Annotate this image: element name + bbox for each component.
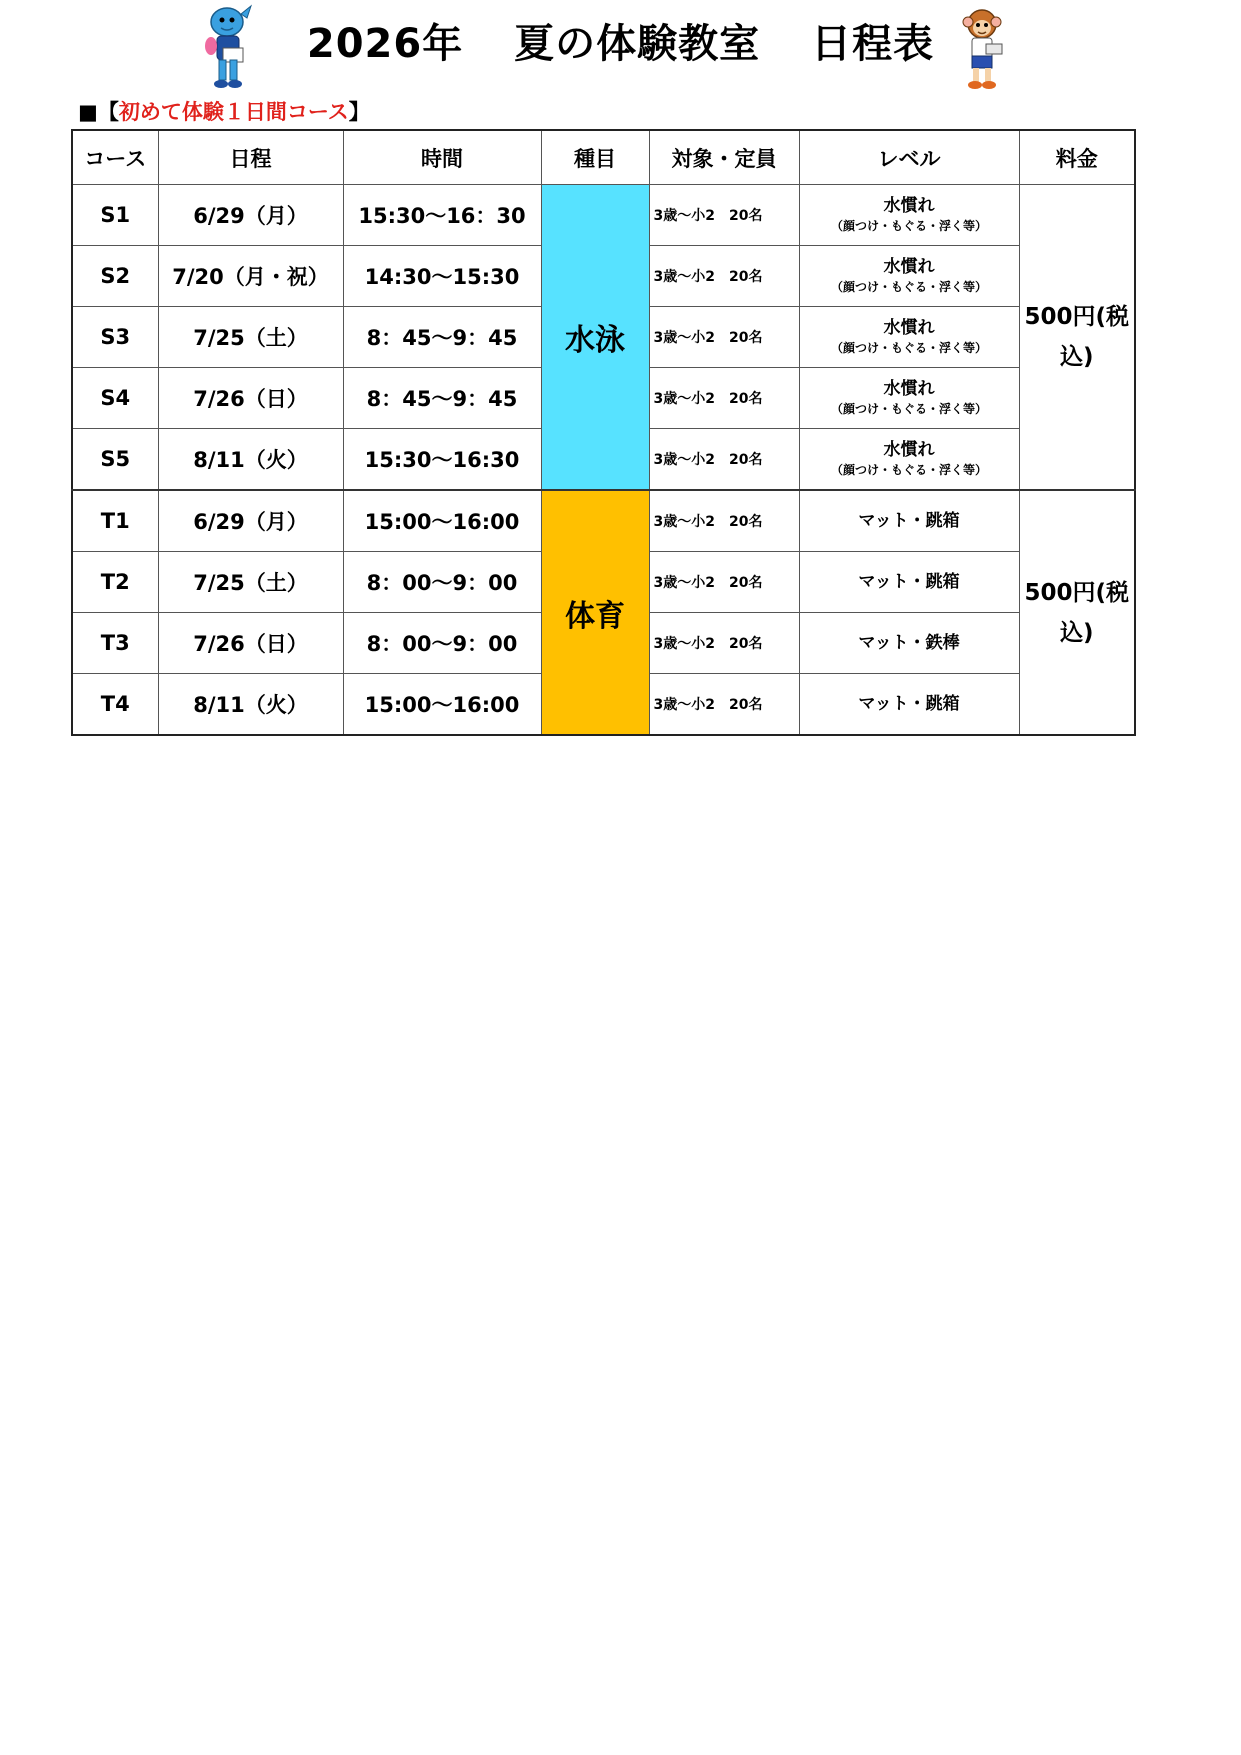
title-suffix: 日程表 xyxy=(811,21,935,67)
section-heading xyxy=(78,96,370,126)
level-sub: （顔つけ・もぐる・浮く等） xyxy=(830,341,987,355)
price-line2: 込) xyxy=(1059,619,1094,646)
level-main: 水慣れ xyxy=(883,440,935,460)
title-main: 夏の体験教室 xyxy=(514,21,761,67)
level-sub: （顔つけ・もぐる・浮く等） xyxy=(830,463,987,477)
course-cell: S5 xyxy=(72,429,158,491)
level-main: マット・跳箱 xyxy=(858,694,960,714)
price-line1: 500円(税 xyxy=(1024,304,1130,330)
section-label: 初めて体験１日間コース xyxy=(118,100,349,124)
sport-label: 水泳 xyxy=(565,323,625,358)
target-cell: 3歳～小2 20名 xyxy=(649,307,799,368)
date-cell: 6/29（月） xyxy=(158,185,343,246)
price-line2: 込) xyxy=(1059,344,1094,370)
page-title xyxy=(0,12,1241,69)
header-course: コース xyxy=(72,130,158,185)
level-main: マット・跳箱 xyxy=(858,511,960,531)
time-cell: 15:30～16：30 xyxy=(343,185,541,246)
level-cell xyxy=(799,185,1019,246)
level-main: 水慣れ xyxy=(883,318,935,338)
level-cell xyxy=(799,552,1019,613)
section-close-bracket: 】 xyxy=(348,100,370,124)
level-cell xyxy=(799,368,1019,429)
target-cell: 3歳～小2 20名 xyxy=(649,552,799,613)
course-cell: T4 xyxy=(72,674,158,736)
header-sport: 種目 xyxy=(541,130,649,185)
level-cell xyxy=(799,429,1019,491)
time-cell: 15:30～16:30 xyxy=(343,429,541,491)
course-cell: T1 xyxy=(72,490,158,552)
date-cell: 7/25（土） xyxy=(158,307,343,368)
time-cell: 8：45～9：45 xyxy=(343,368,541,429)
level-cell xyxy=(799,674,1019,736)
date-cell: 8/11（火） xyxy=(158,429,343,491)
time-cell: 14:30～15:30 xyxy=(343,246,541,307)
table-row xyxy=(72,490,1135,552)
table-row xyxy=(72,185,1135,246)
header-date: 日程 xyxy=(158,130,343,185)
target-cell: 3歳～小2 20名 xyxy=(649,490,799,552)
date-cell: 7/26（日） xyxy=(158,613,343,674)
price-line1: 500円(税 xyxy=(1024,579,1130,606)
time-cell: 8：00～9：00 xyxy=(343,613,541,674)
price-cell-pe xyxy=(1019,490,1135,735)
level-cell xyxy=(799,490,1019,552)
target-cell: 3歳～小2 20名 xyxy=(649,368,799,429)
target-cell: 3歳～小2 20名 xyxy=(649,613,799,674)
level-cell xyxy=(799,246,1019,307)
section-open-bracket: 【 xyxy=(97,100,119,124)
level-main: マット・跳箱 xyxy=(858,572,960,592)
level-sub: （顔つけ・もぐる・浮く等） xyxy=(830,280,987,294)
header-time: 時間 xyxy=(343,130,541,185)
course-cell: S4 xyxy=(72,368,158,429)
level-cell xyxy=(799,613,1019,674)
sport-cell-pe xyxy=(541,490,649,735)
time-cell: 8：45～9：45 xyxy=(343,307,541,368)
header-price: 料金 xyxy=(1019,130,1135,185)
section-bullet: ■ xyxy=(78,100,98,124)
header-target: 対象・定員 xyxy=(649,130,799,185)
date-cell: 7/20（月・祝） xyxy=(158,246,343,307)
course-cell: S3 xyxy=(72,307,158,368)
sport-label: 体育 xyxy=(565,598,625,634)
header-level: レベル xyxy=(799,130,1019,185)
date-cell: 7/25（土） xyxy=(158,552,343,613)
time-cell: 15:00～16:00 xyxy=(343,674,541,736)
course-cell: T2 xyxy=(72,552,158,613)
level-main: 水慣れ xyxy=(883,257,935,277)
course-cell: T3 xyxy=(72,613,158,674)
date-cell: 7/26（日） xyxy=(158,368,343,429)
level-sub: （顔つけ・もぐる・浮く等） xyxy=(830,402,987,416)
time-cell: 8：00～9：00 xyxy=(343,552,541,613)
price-cell-swim xyxy=(1019,185,1135,491)
target-cell: 3歳～小2 20名 xyxy=(649,246,799,307)
sport-cell-swim xyxy=(541,185,649,491)
title-year: 2026年 xyxy=(306,21,464,67)
time-cell: 15:00～16:00 xyxy=(343,490,541,552)
course-cell: S2 xyxy=(72,246,158,307)
level-main: 水慣れ xyxy=(883,196,935,216)
level-cell xyxy=(799,307,1019,368)
date-cell: 8/11（火） xyxy=(158,674,343,736)
header-row xyxy=(72,130,1135,185)
course-cell: S1 xyxy=(72,185,158,246)
schedule-table xyxy=(71,129,1136,736)
date-cell: 6/29（月） xyxy=(158,490,343,552)
level-main: 水慣れ xyxy=(883,379,935,399)
target-cell: 3歳～小2 20名 xyxy=(649,185,799,246)
level-sub: （顔つけ・もぐる・浮く等） xyxy=(830,219,987,233)
target-cell: 3歳～小2 20名 xyxy=(649,674,799,736)
schedule-table-wrapper xyxy=(71,129,1136,736)
target-cell: 3歳～小2 20名 xyxy=(649,429,799,491)
level-main: マット・鉄棒 xyxy=(858,633,960,653)
